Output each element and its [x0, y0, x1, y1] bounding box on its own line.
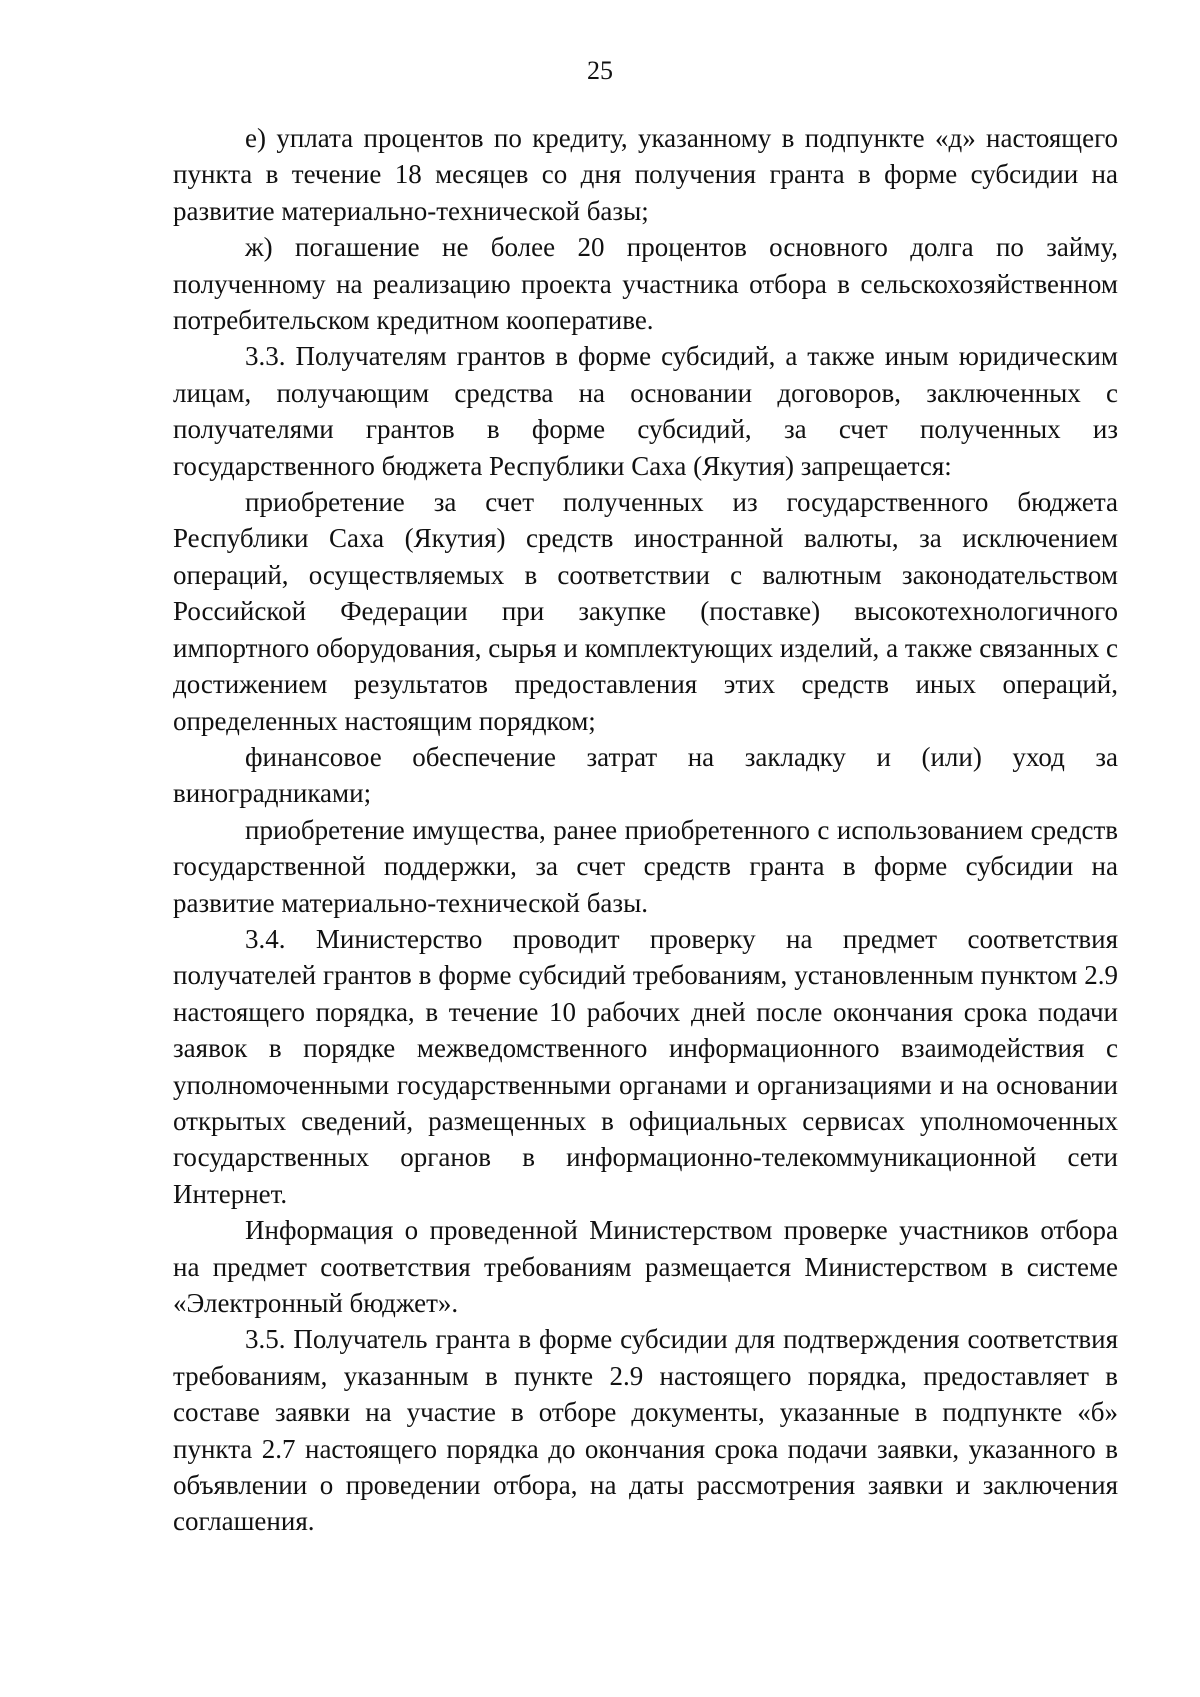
- paragraph-e: е) уплата процентов по кредиту, указанному в подпункте «д» настоящего пункта в течение 18 месяцев со дня получения гранта в форме субсидии на развитие материально-технической базы;: [173, 123, 1118, 226]
- paragraph-prohibition-property: приобретение имущества, ранее приобретенного с использованием средств государственной поддержки, за счет средств гранта в форме субсидии на развитие материально-технической базы.: [173, 814, 1118, 918]
- paragraph-prohibition-vineyards: финансовое обеспечение затрат на закладку и (или) уход за виноградниками;: [173, 741, 1118, 809]
- paragraph-3-5: 3.5. Получатель гранта в форме субсидии для подтверждения соответствия требованиям, указанным в пункте 2.9 настоящего порядка, предоставляет в составе заявки на участие в отборе документы, указанные в подпункте «б» пункта 2.7 настоящего порядка до окончания срока подачи заявки, указанного в объявлении о проведении отбора, на даты рассмотрения заявки и заключения соглашения.: [173, 1324, 1118, 1537]
- paragraph-3-4: 3.4. Министерство проводит проверку на предмет соответствия получателей грантов в форме субсидий требованиям, установленным пунктом 2.9 настоящего порядка, в течение 10 рабочих дней после окончания срока подачи заявок в порядке межведомственного информационного взаимодействия с уполномоченными государственными органами и организациями и на основании открытых сведений, размещенных в официальных сервисах уполномоченных государственных органов в информационно-телекоммуникационной сети Интернет.: [173, 923, 1118, 1209]
- paragraph-prohibition-currency: приобретение за счет полученных из государственного бюджета Республики Саха (Якутия) средств иностранной валюты, за исключением операций, осуществляемых в соответствии с валютным законодательством Российской Федерации при закупке (поставке) высокотехнологичного импортного оборудования, сырья и комплектующих изделий, а также связанных с достижением результатов предоставления этих средств иных операций, определенных настоящим порядком;: [173, 487, 1118, 736]
- page-number: 25: [587, 56, 613, 85]
- paragraph-check-info: Информация о проведенной Министерством проверке участников отбора на предмет соответствия требованиям размещается Министерством в системе «Электронный бюджет».: [173, 1215, 1118, 1318]
- paragraph-3-3: 3.3. Получателям грантов в форме субсидий, а также иным юридическим лицам, получающим средства на основании договоров, заключенных с получателями грантов в форме субсидий, за счет полученных из государственного бюджета Республики Саха (Якутия) запрещается:: [173, 341, 1118, 481]
- paragraph-zh: ж) погашение не более 20 процентов основного долга по займу, полученному на реализацию проекта участника отбора в сельскохозяйственном потребительском кредитном кооперативе.: [173, 232, 1118, 336]
- document-body: [173, 120, 1118, 1540]
